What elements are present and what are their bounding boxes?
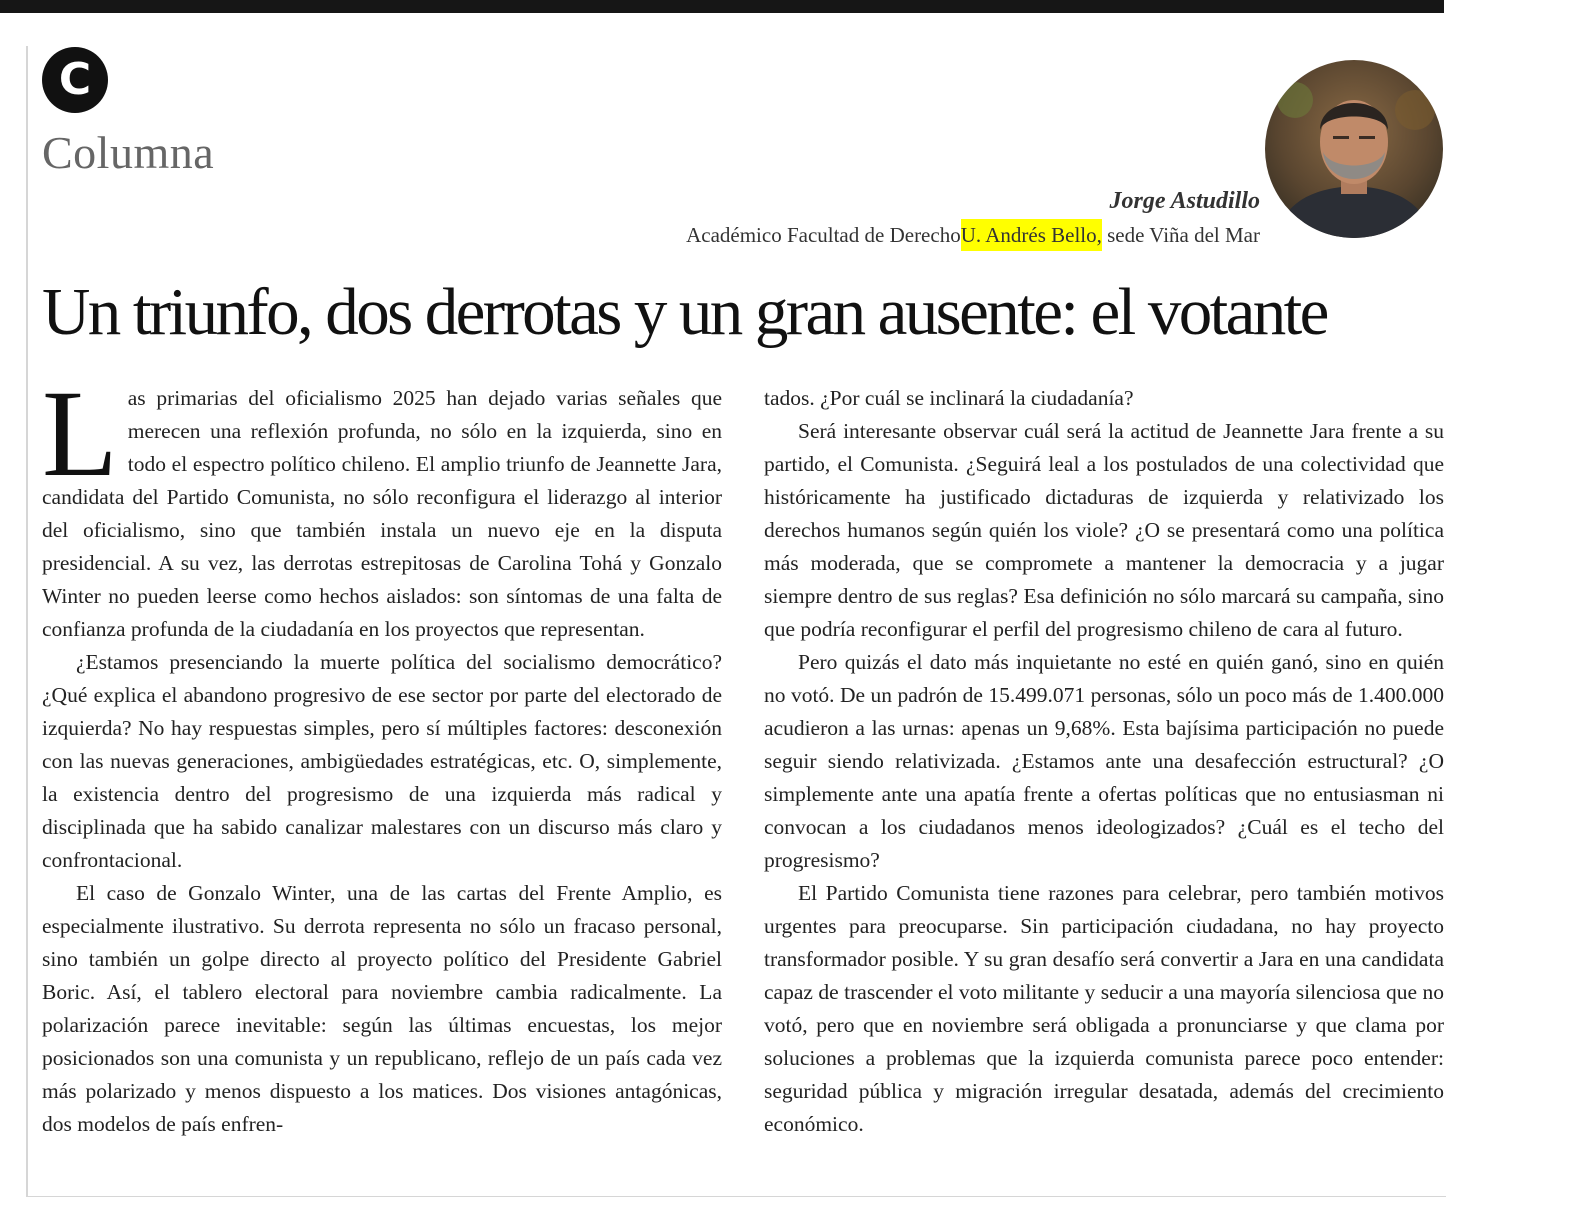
section-label: Columna [42, 127, 215, 178]
paragraph: Será interesante observar cuál será la actitud de Jeannette Jara frente a su partido, el Comunista. ¿Seguirá leal a los postulados de una colectividad que históricamente ha justificado dictaduras de izquierda y relativizado los derechos humanos según quién los viole? ¿O se presentará como una política más moderada, que se compromete a mantener la democracia y a jugar siempre dentro de sus reglas? Esa definición no sólo marcará su campaña, sino que podría reconfigurar el perfil del progresismo chileno de cara al futuro. [764, 419, 1444, 641]
left-column-rule [26, 46, 28, 1196]
affiliation-text: Académico Facultad de Derecho [686, 223, 961, 247]
article-column-left [42, 365, 722, 1141]
paragraph: El Partido Comunista tiene razones para celebrar, pero también motivos urgentes para preocuparse. Sin participación ciudadana, no hay proyecto transformador posible. Y su gran desafío será convertir a Jara en una candidata capaz de trascender el voto militante y seducir a una mayoría silenciosa que no votó, pero que en noviembre será obligada a pronunciarse y que clama por soluciones a problemas que la izquierda comunista parece poco entender: seguridad pública y migración irregular desatada, además del crecimiento económico. [764, 881, 1444, 1136]
paragraph: ¿Estamos presenciando la muerte política del socialismo democrático? ¿Qué explica el abandono progresivo de ese sector por parte del electorado de izquierda? No hay respuestas simples, pero sí múltiples factores: desconexión con las nuevas generaciones, ambigüedades estratégicas, etc. O, simplemente, la existencia dentro del progresismo de una izquierda más radical y disciplinada que ha sabido canalizar malestares con un discurso más claro y confrontacional. [42, 650, 722, 872]
bottom-rule [26, 1196, 1446, 1197]
byline [686, 186, 1260, 254]
author-affiliation [686, 216, 1260, 254]
paragraph: Las primarias del oficialismo 2025 han dejado varias señales que merecen una reflexión profunda, no sólo en la izquierda, sino en todo el espectro político chileno. El amplio triunfo de Jeannette Jara, candidata del Partido Comunista, no sólo reconfigura el liderazgo al interior del oficialismo, sino que también instala un nuevo eje en la disputa presidencial. A su vez, las derrotas estrepitosas de Carolina Tohá y Gonzalo Winter no pueden leerse como hechos aislados: son síntomas de una falta de confianza profunda de la ciudadanía en los proyectos que representan. [42, 365, 722, 641]
article-column-right [764, 382, 1444, 1141]
drop-cap: L [42, 365, 118, 502]
affiliation-highlight: U. Andrés Bello, [961, 219, 1102, 251]
author-name: Jorge Astudillo [1109, 188, 1260, 214]
paragraph: El caso de Gonzalo Winter, una de las cartas del Frente Amplio, es especialmente ilustrativo. Su derrota representa no sólo un fracaso personal, sino también un golpe directo al proyecto político del Presidente Gabriel Boric. Así, el tablero electoral para noviembre cambia radicalmente. La polarización parece inevitable: según las últimas encuestas, los mejor posicionados son una comunista y un republicano, reflejo de un país cada vez más polarizado y menos dispuesto a los matices. Dos visiones antagónicas, dos modelos de país enfren- [42, 881, 722, 1136]
headline: Un triunfo, dos derrotas y un gran ausente: el votante [42, 275, 1327, 349]
affiliation-location: sede Viña del Mar [1101, 223, 1260, 247]
top-rule [0, 0, 1444, 13]
paragraph: tados. ¿Por cuál se inclinará la ciudadanía? [764, 386, 1134, 410]
column-badge-icon: C [42, 47, 108, 113]
author-photo [1265, 60, 1443, 238]
paragraph: Pero quizás el dato más inquietante no esté en quién ganó, sino en quién no votó. De un padrón de 15.499.071 personas, sólo un poco más de 1.400.000 acudieron a las urnas: apenas un 9,68%. Esta bajísima participación no puede seguir siendo relativizada. ¿Estamos ante una desafección estructural? ¿O simplemente ante una apatía frente a ofertas políticas que no entusiasman ni convocan a los ciudadanos menos ideologizados? ¿Cuál es el techo del progresismo? [764, 650, 1444, 872]
